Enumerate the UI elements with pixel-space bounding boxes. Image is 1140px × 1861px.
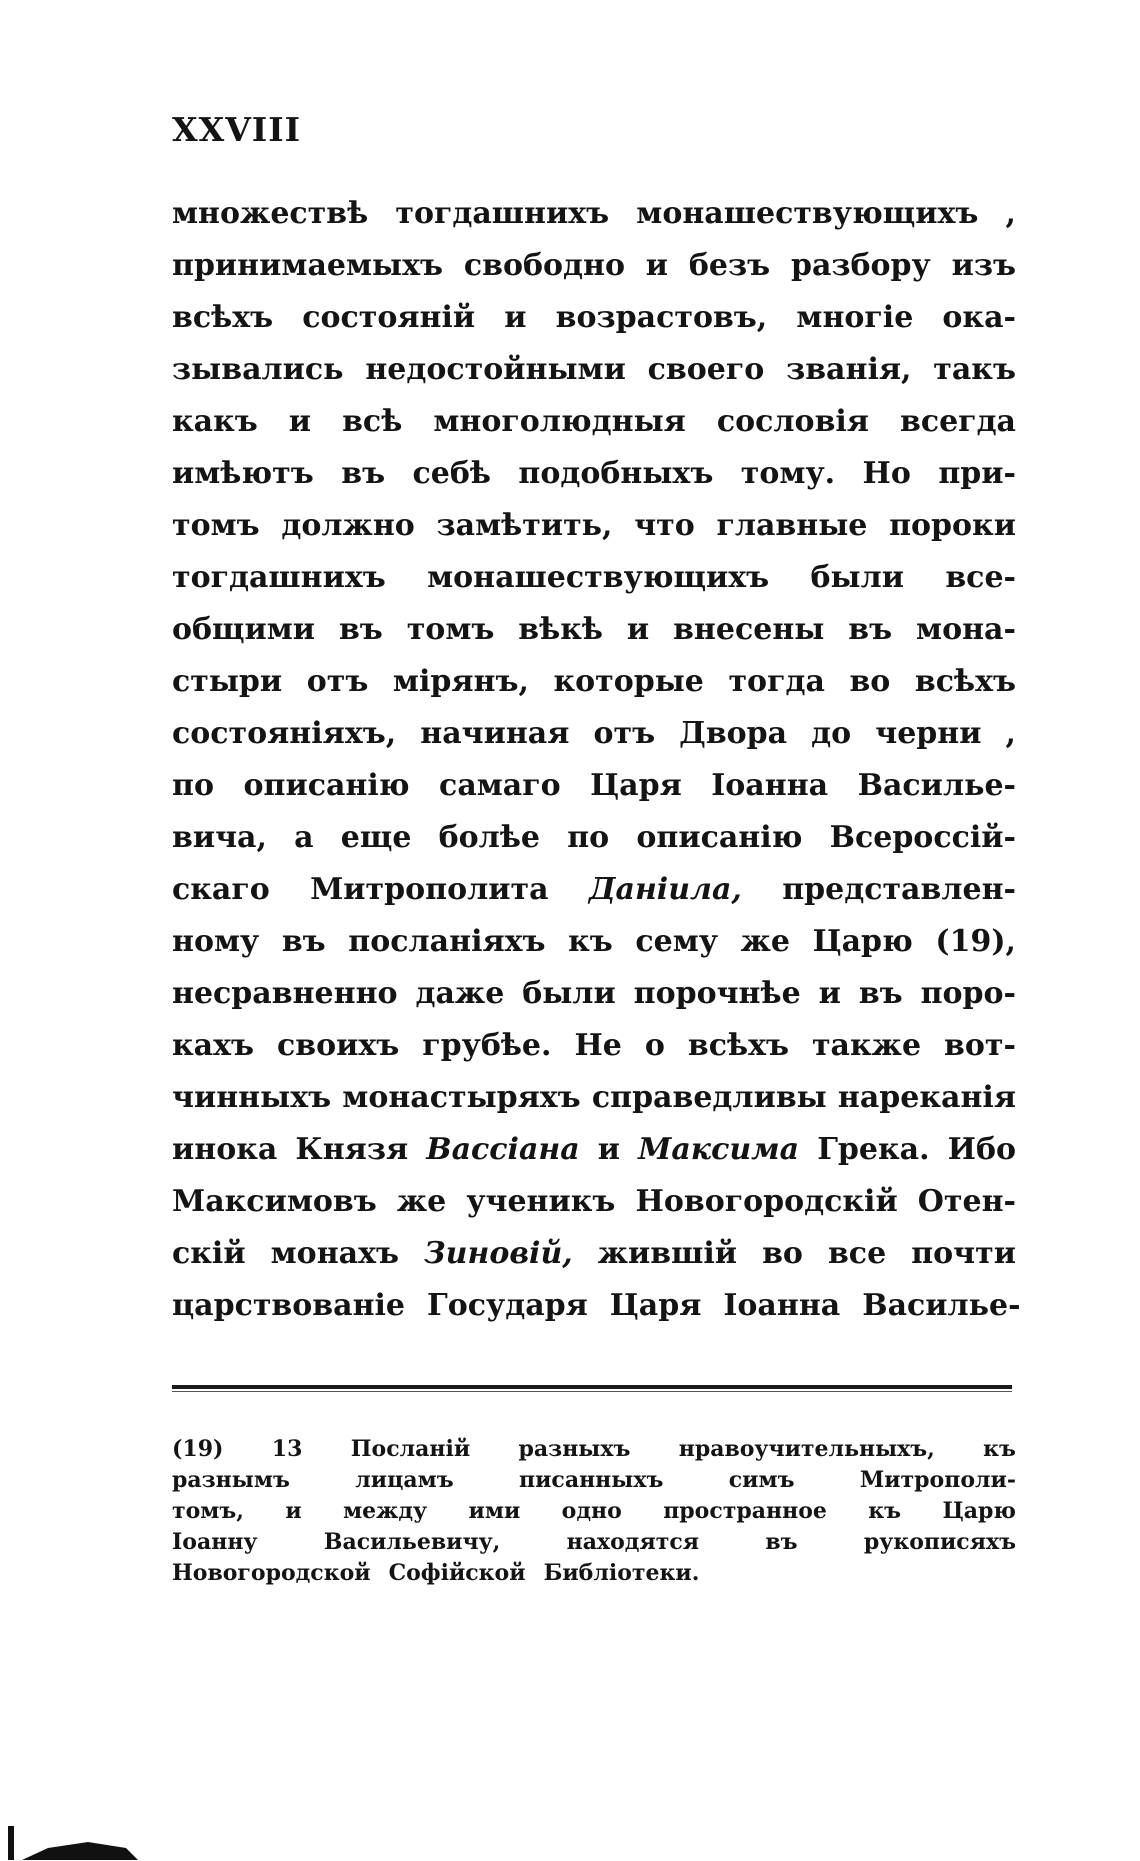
body-word: отъ [306,664,369,699]
body-word: безъ [688,248,771,283]
body-word: по [567,820,610,855]
body-word: при- [938,456,1016,491]
body-word: черни [875,716,982,751]
body-word: въ [858,976,903,1011]
body-word: даже [415,976,505,1011]
body-word: ному [172,924,260,959]
body-text [172,196,1021,1340]
body-word: же [740,924,791,959]
body-word: внесены [673,612,825,647]
body-word: многіе [796,300,914,335]
body-word: тогдашнихъ [172,560,386,595]
footnote-word: между [343,1498,428,1524]
footnote-word: симъ [728,1467,795,1493]
body-word: что [634,508,695,543]
body-word: Но [862,456,911,491]
body-word: почти [911,1236,1016,1271]
body-word: еще [340,820,412,855]
body-word: тому. [740,456,836,491]
body-word: Василье- [857,768,1016,803]
body-word: монастыряхъ [342,1080,581,1115]
body-line [172,352,1016,404]
body-word: начиная [420,716,570,751]
body-word: были [522,976,616,1011]
body-word: Царя [609,1288,702,1323]
footnote-word: одно [561,1498,622,1524]
body-word: свободно [463,248,625,283]
body-word: отъ [593,716,656,751]
body-word: скаго [172,872,270,907]
body-word: стыри [172,664,283,699]
body-word: и [504,300,527,335]
footnote-word: Іоанну [172,1529,258,1555]
body-word: (19), [935,924,1016,959]
footnote-word: къ [868,1498,902,1524]
body-word: замѣтить, [436,508,613,543]
body-line [172,924,1016,976]
footnote-word: писанныхъ [519,1467,664,1493]
body-word: имѣютъ [172,456,314,491]
footnote-line [172,1529,1016,1560]
body-word: мірянъ, [392,664,529,699]
body-word: чинныхъ [172,1080,332,1115]
body-word: вѣкѣ [518,612,603,647]
body-word: всѣ [342,404,403,439]
body-line [172,508,1016,560]
body-word: къ [568,924,613,959]
body-word: монашествующихъ [427,560,770,595]
body-word: общими [172,612,316,647]
body-word: и [645,248,669,283]
body-word: Отен- [917,1184,1016,1219]
body-word: ученикъ [466,1184,616,1219]
body-word: разбору [790,248,931,283]
body-word: сему [635,924,719,959]
footnote-word: разныхъ [518,1436,631,1462]
body-line [172,1028,1016,1080]
body-word: своихъ [277,1028,400,1063]
body-word: монашествующихъ [636,196,979,231]
body-word: по [172,768,214,803]
body-line [172,768,1016,820]
body-line [172,1132,1016,1184]
footnote-word: (19) [172,1436,224,1462]
body-word: и [288,404,312,439]
body-word: множествѣ [172,196,369,231]
body-word: въ [341,456,386,491]
footnote-rule [172,1385,1012,1389]
body-word: грубѣе. [422,1028,552,1063]
footnote-word: томъ, [172,1498,244,1524]
body-word: Даніила, [588,872,742,907]
body-word: во [849,664,891,699]
footnote-word: ими [468,1498,521,1524]
body-line [172,1288,1021,1340]
body-line [172,196,1016,248]
body-line [172,1236,1016,1288]
body-word: томъ [406,612,495,647]
body-line [172,664,1016,716]
body-word: Князя [295,1132,409,1167]
body-word: все [827,1236,887,1271]
body-word: тогда [728,664,825,699]
footnote-line [172,1436,1016,1467]
body-word: Не [574,1028,622,1063]
body-word: и [818,976,841,1011]
footnote-word: находятся [566,1529,699,1555]
body-line [172,872,1016,924]
body-word: а [294,820,314,855]
body-line [172,456,1016,508]
body-word: сословія [716,404,869,439]
body-line [172,1184,1016,1236]
body-word: пороки [889,508,1016,543]
body-word: о [644,1028,665,1063]
body-word: Зиновій, [424,1236,573,1271]
body-word: до [811,716,852,751]
body-word: монахъ [270,1236,399,1271]
body-word: Государя [427,1288,588,1323]
body-word: ока- [942,300,1016,335]
footnote [172,1436,1016,1591]
body-word: , [1005,716,1016,751]
body-word: всѣхъ [914,664,1016,699]
body-line [172,248,1016,300]
body-word: тогдашнихъ [395,196,610,231]
body-word: несравненно [172,976,398,1011]
footnote-word: Посланій [350,1436,471,1462]
body-line [172,976,1016,1028]
body-line [172,820,1016,872]
body-word: вича, [172,820,267,855]
body-word: Новогородскій [635,1184,898,1219]
footnote-line [172,1560,1016,1591]
body-word: были [810,560,904,595]
body-word: также [811,1028,922,1063]
body-word: Всероссій- [829,820,1016,855]
body-word: во [762,1236,803,1271]
page-number: XXVIII [172,110,302,149]
body-word: все- [945,560,1016,595]
footnote-word: 13 [271,1436,303,1462]
body-word: Царю [812,924,913,959]
body-word: справедливы [591,1080,827,1115]
body-word: Іоанна [711,768,829,803]
footnote-word: разнымъ [172,1467,290,1493]
body-word: описанію [243,768,410,803]
scan-edge-mark [8,1818,138,1860]
body-word: подобныхъ [518,456,714,491]
body-word: и [626,612,650,647]
body-word: состояніяхъ, [172,716,397,751]
body-word: болѣе [438,820,540,855]
body-word: въ [281,924,326,959]
body-line [172,716,1016,768]
footnote-rule-thin [172,1391,1012,1392]
footnote-word: нравоучительныхъ, [678,1436,935,1462]
body-word: въ [338,612,383,647]
body-word: вот- [944,1028,1016,1063]
footnote-word: Библіотеки. [543,1560,700,1586]
body-word: Іоанна [723,1288,841,1323]
body-word: званія, [786,352,912,387]
body-word: и [597,1132,621,1167]
body-word: жившій [597,1236,738,1271]
body-word: нареканія [837,1080,1016,1115]
body-word: всѣхъ [687,1028,789,1063]
body-word: главные [716,508,868,543]
body-word: самаго [439,768,561,803]
footnote-word: въ [765,1529,798,1555]
footnote-word: рукописяхъ [863,1529,1016,1555]
body-word: какъ [172,404,258,439]
body-line [172,404,1016,456]
body-word: царствованіе [172,1288,406,1323]
body-word: зывались [172,352,344,387]
body-word: Митрополита [310,872,549,907]
body-word: такъ [933,352,1016,387]
body-word: кахъ [172,1028,255,1063]
footnote-word: Васильевичу, [323,1529,501,1555]
body-word: Царя [590,768,682,803]
body-word: описанію [636,820,803,855]
body-word: Вассіана [426,1132,580,1167]
body-word: недостойными [365,352,626,387]
footnote-word: Новогородской [172,1560,371,1586]
body-word: поро- [920,976,1016,1011]
body-word: , [1005,196,1016,231]
body-word: въ [848,612,893,647]
footnote-word: лицамъ [355,1467,454,1493]
body-word: состояній [302,300,476,335]
body-word: возрастовъ, [555,300,768,335]
body-line [172,300,1016,352]
footnote-word: къ [983,1436,1016,1462]
body-word: всѣхъ [172,300,274,335]
body-word: Максимовъ [172,1184,377,1219]
body-word: многолюдныя [433,404,686,439]
footnote-line [172,1467,1016,1498]
body-word: скій [172,1236,246,1271]
body-word: мона- [916,612,1016,647]
body-word: Грека. [817,1132,930,1167]
body-word: принимаемыхъ [172,248,444,283]
body-word: томъ [172,508,260,543]
footnote-word: Митрополи- [859,1467,1016,1493]
body-line [172,1080,1016,1132]
body-word: изъ [951,248,1016,283]
footnote-line [172,1498,1016,1529]
body-word: посланіяхъ [348,924,546,959]
body-word: Максима [638,1132,800,1167]
body-word: инока [172,1132,278,1167]
body-word: Ибо [947,1132,1016,1167]
body-word: своего [647,352,765,387]
footnote-word: пространное [663,1498,827,1524]
body-word: же [396,1184,447,1219]
body-word: всегда [899,404,1016,439]
body-word: себѣ [412,456,491,491]
footnote-word: Царю [942,1498,1016,1524]
body-word: Василье- [862,1288,1021,1323]
footnote-word: и [285,1498,302,1524]
body-word: должно [281,508,415,543]
body-word: Двора [679,716,788,751]
body-line [172,560,1016,612]
body-word: представлен- [782,872,1016,907]
body-word: порочнѣе [633,976,801,1011]
footnote-word: Софійской [388,1560,526,1586]
body-word: которые [553,664,704,699]
body-line [172,612,1016,664]
